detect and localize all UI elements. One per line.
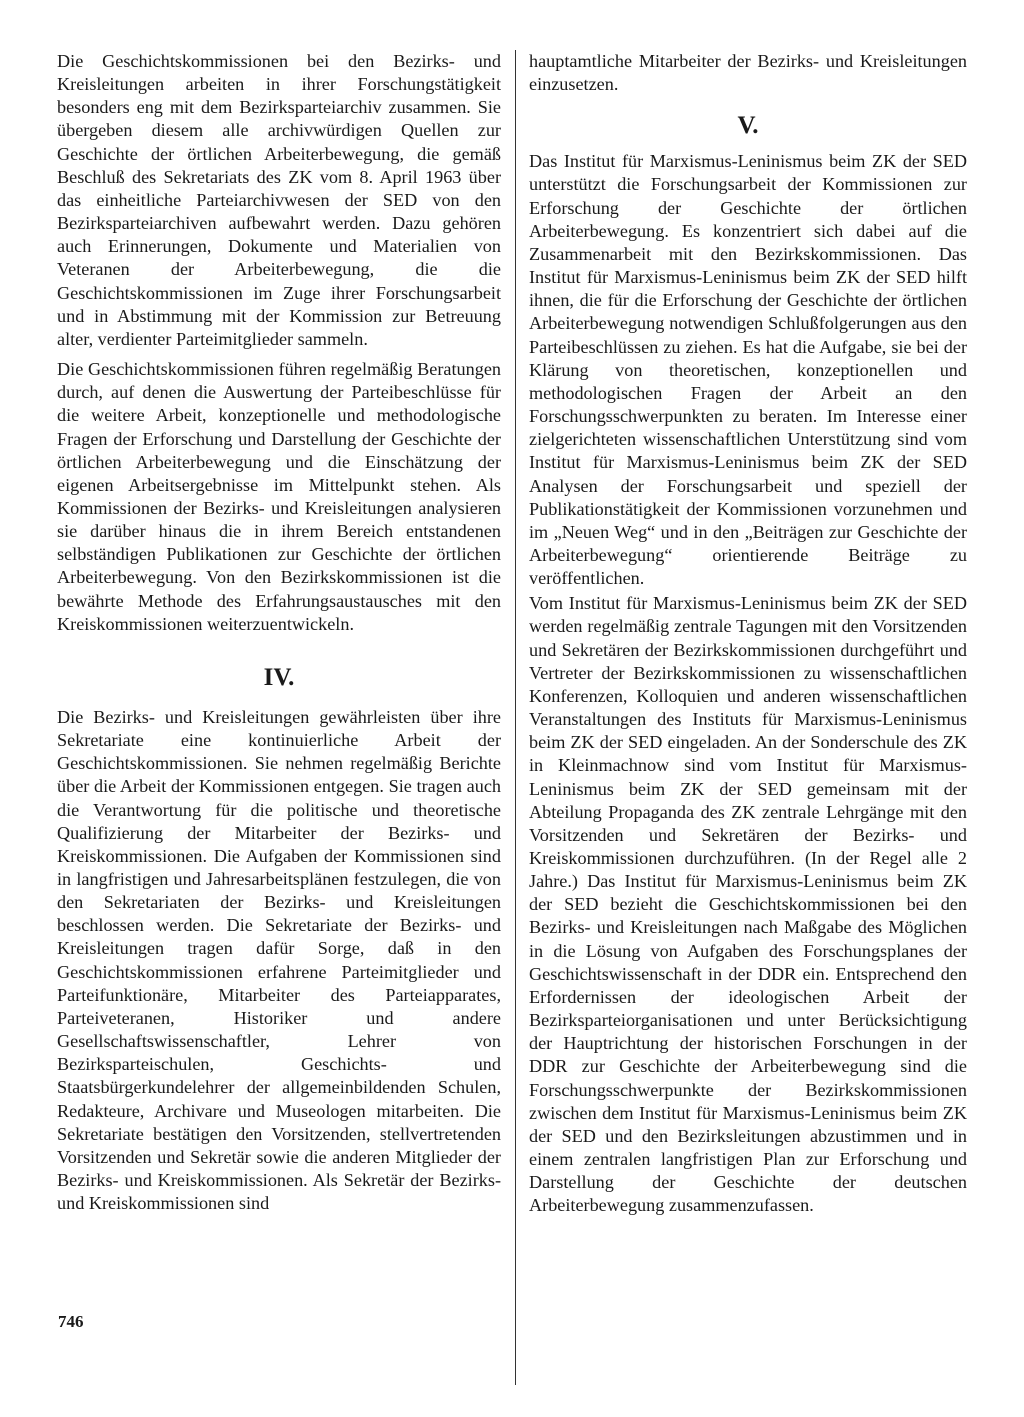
left-paragraph-1: Die Geschichtskommissionen bei den Bezirks- und Kreisleitungen arbeiten in ihrer Forschungstätigkeit besonders eng mit dem Bezirksparteiarchiv zusammen. Sie übergeben diesem alle archivwürdigen Quellen zur Geschichte der örtlichen Arbeiterbewegung, die gemäß Beschluß des Sekretariats des ZK vom 8. April 1963 über das einheitliche Parteiarchivwesen der SED von den Bezirksparteiarchiven aufbewahrt werden. Dazu gehören auch Erinnerungen, Dokumente und Materialien von Veteranen der Arbeiterbewegung, die die Geschichtskommissionen im Zuge ihrer Forschungsarbeit und in Abstimmung mit der Kommission zur Betreuung alter, verdienter Parteimitglieder sammeln. — [57, 51, 501, 349]
left-column — [57, 50, 501, 1215]
column-divider — [515, 50, 516, 1385]
page-number: 746 — [58, 1312, 84, 1331]
left-paragraph-3: Die Bezirks- und Kreisleitungen gewährleisten über ihre Sekretariate eine kontinuierliche Arbeit der Geschichtskommissionen. Sie nehmen regelmäßig Berichte über die Arbeit der Kommissionen entgegen. Sie tragen auch die Verantwortung für die politische und theoretische Qualifizierung der Mitarbeiter der Bezirks- und Kreiskommissionen. Die Aufgaben der Kommissionen sind in langfristigen und Jahresarbeitsplänen festzulegen, die von den Sekretariaten der Bezirks- und Kreisleitungen beschlossen werden. Die Sekretariate der Bezirks- und Kreisleitungen tragen dafür Sorge, daß in den Geschichtskommissionen erfahrene Parteimitglieder und Parteifunktionäre, Mitarbeiter des Parteiapparates, Parteiveteranen, Historiker und andere Gesellschaftswissenschaftler, Lehrer von Bezirksparteischulen, Geschichts- und Staatsbürgerkundelehrer der allgemeinbildenden Schulen, Redakteure, Archivare und Museologen mitarbeiten. Die Sekretariate bestätigen den Vorsitzenden, stellvertretenden Vorsitzenden und Sekretär sowie die anderen Mitglieder der Bezirks- und Kreiskommissionen. Als Sekretär der Bezirks- und Kreiskommissionen sind — [57, 706, 501, 1214]
right-paragraph-3: Vom Institut für Marxismus-Leninismus beim ZK der SED werden regelmäßig zentrale Tagungen mit den Vorsitzenden und Sekretären der Bezirkskommissionen durchgeführt und Vertreter der Bezirkskommissionen zu wissenschaftlichen Konferenzen, Kolloquien und anderen wissenschaftlichen Veranstaltungen des Instituts für Marxismus-Leninismus beim ZK der SED eingeladen. An der Sonderschule des ZK in Kleinmachnow sind vom Institut für Marxismus-Leninismus beim ZK der SED gemeinsam mit der Abteilung Propaganda des ZK zentrale Lehrgänge mit den Vorsitzenden und Sekretären der Bezirks- und Kreiskommissionen durchzuführen. (In der Regel alle 2 Jahre.) Das Institut für Marxismus-Leninismus beim ZK der SED bezieht die Geschichtskommissionen bei den Bezirks- und Kreisleitungen nach Maßgabe des Möglichen in die Lösung von Aufgaben des Forschungsplanes der Geschichtswissenschaft in der DDR ein. Entsprechend den Erfordernissen der ideologischen Arbeit der Bezirksparteiorganisationen und unter Berücksichtigung der Hauptrichtung der historischen Forschungen in der DDR zur Geschichte der Arbeiterbewegung sind die Forschungsschwerpunkte der Bezirkskommissionen zwischen dem Institut für Marxismus-Leninismus beim ZK der SED und den Bezirksleitungen abzustimmen und in einem zentralen langfristigen Plan zur Erforschung und Darstellung der Geschichte der deutschen Arbeiterbewegung zusammenzufassen. — [529, 593, 967, 1216]
section-heading-v: V. — [737, 112, 759, 140]
right-paragraph-2: Das Institut für Marxismus-Leninismus beim ZK der SED unterstützt die Forschungsarbeit der Kommissionen zur Erforschung der Geschichte der örtlichen Arbeiterbewegung. Es konzentriert sich dabei auf die Zusammenarbeit mit den Bezirkskommissionen. Das Institut für Marxismus-Leninismus beim ZK der SED hilft ihnen, die für die Erforschung der Geschichte der örtlichen Arbeiterbewegung notwendigen Schlußfolgerungen aus den Parteibeschlüssen zu ziehen. Es hat die Aufgabe, sie bei der Klärung von theoretischen, konzeptionellen und methodologischen Fragen der Arbeit an den Forschungsschwerpunkten zu beraten. Im Interesse einer zielgerichteten wissenschaftlichen Unterstützung sind vom Institut für Marxismus-Leninismus beim ZK der SED Analysen der Forschungsarbeit und speziell der Publikationstätigkeit der Kommissionen vorzunehmen und im „Neuen Weg“ und in den „Beiträgen zur Geschichte der Arbeiterbewegung“ orientierende Beiträge zu veröffentlichen. — [529, 151, 967, 589]
section-heading-iv: IV. — [263, 663, 295, 691]
right-paragraph-1: hauptamtliche Mitarbeiter der Bezirks- und Kreisleitungen einzusetzen. — [529, 51, 967, 95]
right-column — [529, 50, 967, 1218]
left-paragraph-2: Die Geschichtskommissionen führen regelmäßig Beratungen durch, auf denen die Auswertung der Parteibeschlüsse für die weitere Arbeit, konzeptionelle und methodologische Fragen der Erforschung und Darstellung der Geschichte der örtlichen Arbeiterbewegung und die Einschätzung der eigenen Arbeitsergebnisse im Mittelpunkt stehen. Als Kommissionen der Bezirks- und Kreisleitungen analysieren sie darüber hinaus die in ihrem Bereich entstandenen selbständigen Publikationen zur Geschichte der örtlichen Arbeiterbewegung. Von den Bezirkskommissionen ist die bewährte Methode des Erfahrungsaustausches mit den Kreiskommissionen weiterzuentwickeln. — [57, 359, 501, 634]
